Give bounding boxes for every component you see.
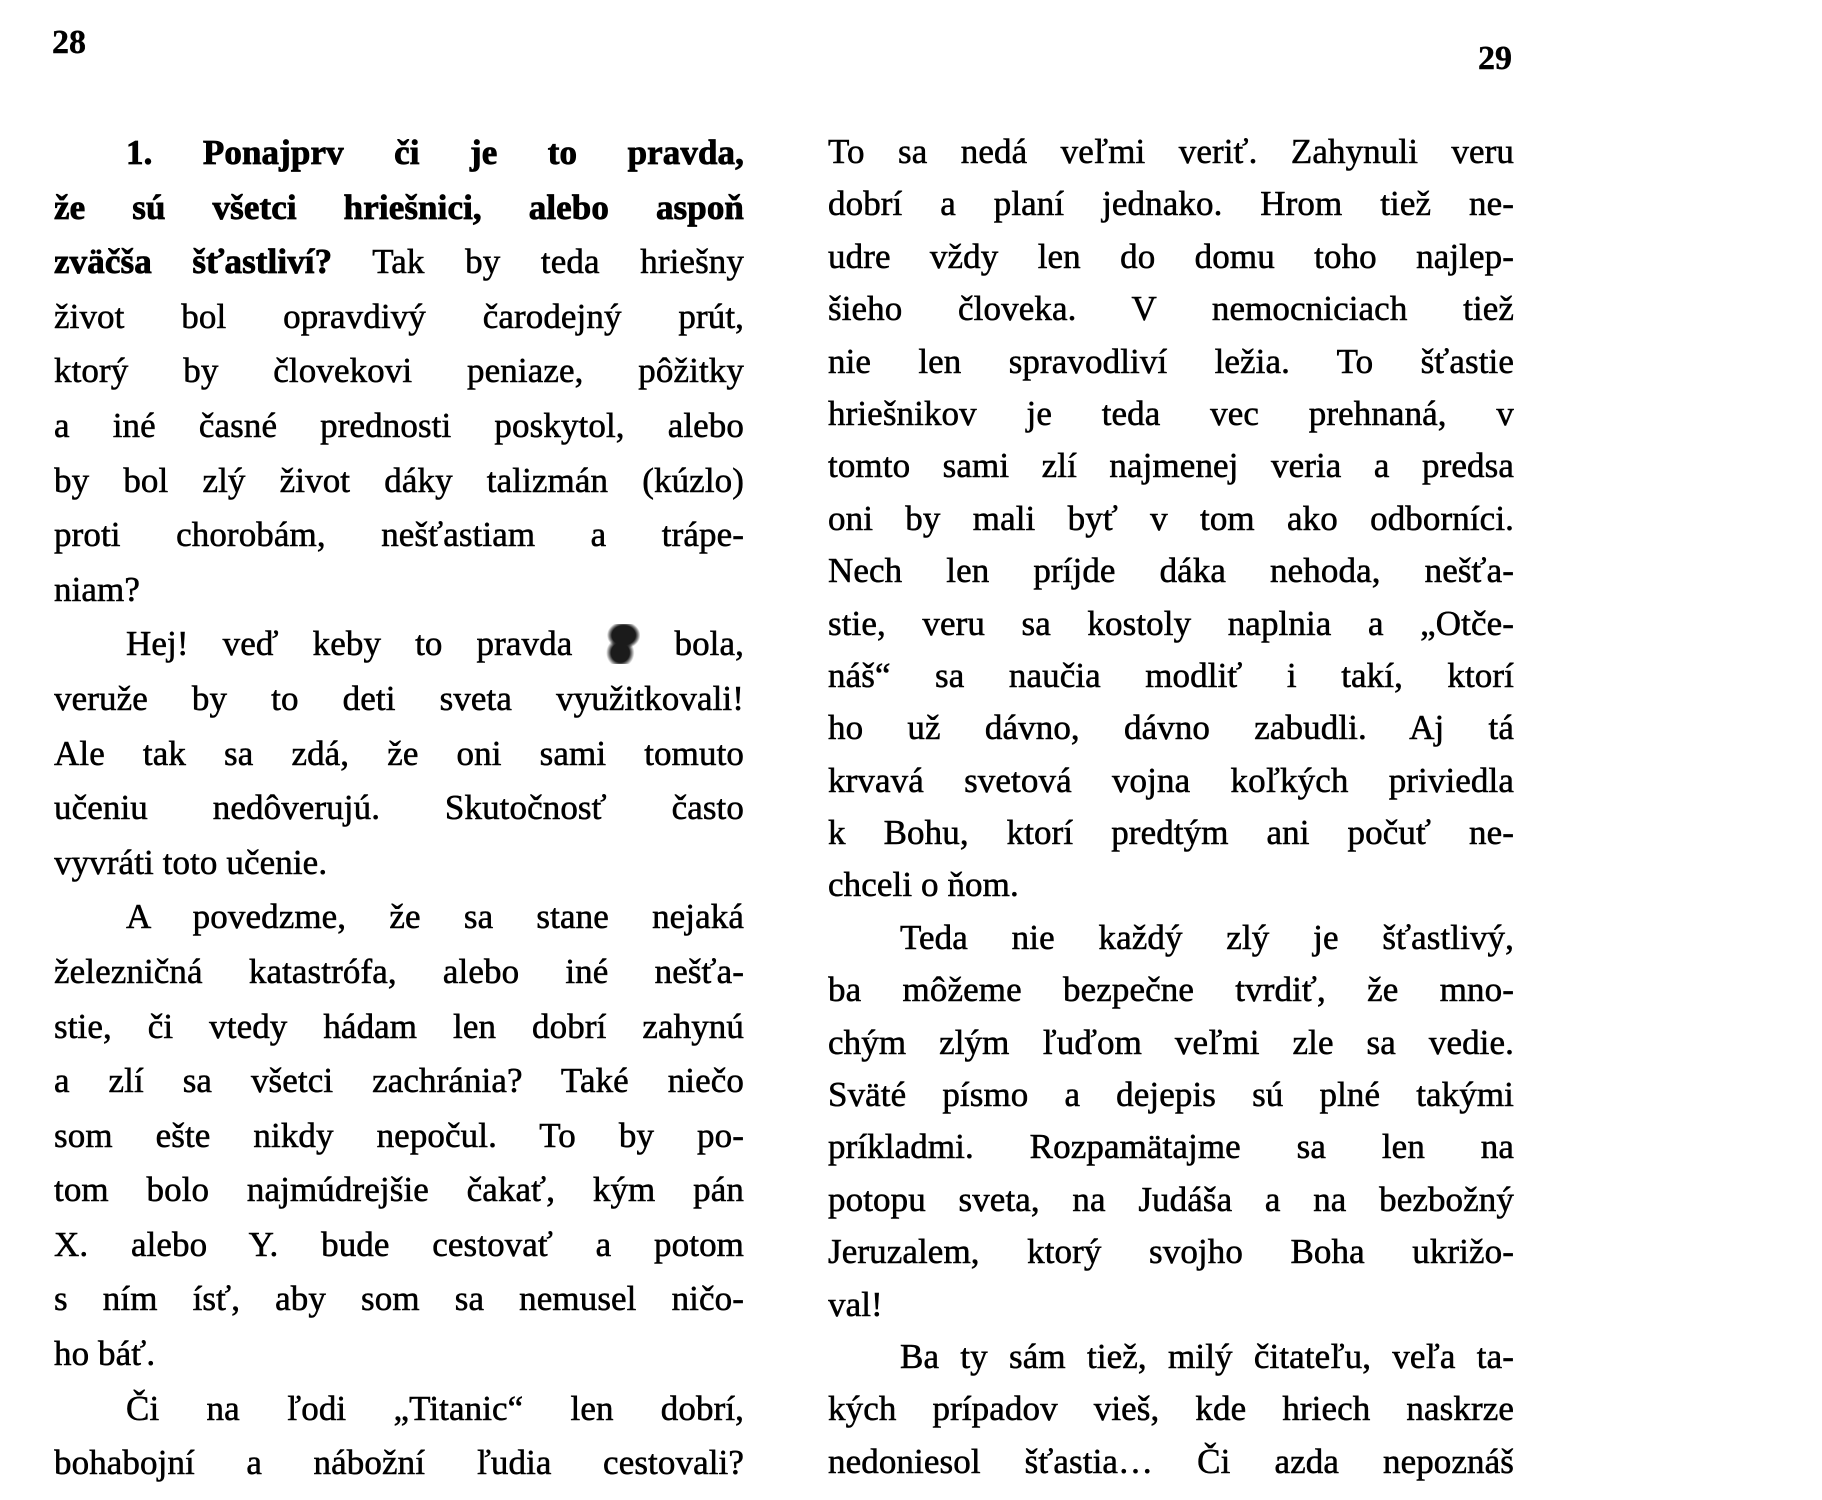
text-line bbox=[828, 1331, 1514, 1383]
text-segment: Nech len príjde dáka nehoda, nešťa- bbox=[828, 551, 1514, 591]
text-line bbox=[54, 399, 744, 454]
text-line bbox=[828, 1383, 1514, 1435]
ink-blot-artifact bbox=[606, 624, 640, 664]
text-line bbox=[828, 178, 1514, 230]
text-line bbox=[54, 344, 744, 399]
text-line bbox=[828, 964, 1514, 1016]
text-segment: bola, bbox=[674, 624, 744, 664]
text-segment: dobrí a planí jednako. Hrom tiež ne- bbox=[828, 184, 1514, 224]
text-segment: Tak by teda hriešny bbox=[332, 242, 744, 282]
text-segment: Sväté písmo a dejepis sú plné takými bbox=[828, 1075, 1514, 1115]
text-segment: kých prípadov vieš, kde hriech naskrze bbox=[828, 1389, 1514, 1429]
text-line bbox=[54, 126, 744, 181]
text-line bbox=[828, 755, 1514, 807]
text-line bbox=[54, 181, 744, 236]
text-segment: stie, veru sa kostoly naplnia a „Otče- bbox=[828, 603, 1514, 643]
text-segment: život bol opravdivý čarodejný prút, bbox=[54, 296, 744, 336]
text-line bbox=[828, 440, 1514, 492]
text-segment: X. alebo Y. bude cestovať a potom bbox=[54, 1224, 744, 1264]
bold-text-segment: že sú všetci hriešnici, alebo aspoň bbox=[54, 187, 744, 227]
text-segment: chceli o ňom. bbox=[828, 865, 1019, 905]
text-line bbox=[828, 598, 1514, 650]
text-line bbox=[54, 945, 744, 1000]
text-segment: som ešte nikdy nepočul. To by po- bbox=[54, 1115, 744, 1155]
text-segment: stie, či vtedy hádam len dobrí zahynú bbox=[54, 1006, 744, 1046]
text-line bbox=[828, 283, 1514, 335]
text-line bbox=[54, 1163, 744, 1218]
text-line bbox=[54, 836, 744, 891]
text-segment: učeniu nedôverujú. Skutočnosť často bbox=[54, 788, 744, 828]
text-segment: veruže by to deti sveta využitkovali! bbox=[54, 678, 744, 718]
text-line bbox=[54, 890, 744, 945]
bold-text-segment: zväčša šťastliví? bbox=[54, 242, 333, 282]
text-segment: ba môžeme bezpečne tvrdiť, že mno- bbox=[828, 970, 1514, 1010]
text-segment: chým zlým ľuďom veľmi zle sa vedie. bbox=[828, 1022, 1514, 1062]
text-line bbox=[54, 1109, 744, 1164]
text-line bbox=[54, 1436, 744, 1491]
text-line bbox=[828, 912, 1514, 964]
text-segment: bohabojní a nábožní ľudia cestovali? bbox=[54, 1443, 744, 1483]
text-line bbox=[828, 702, 1514, 754]
text-segment: Hej! veď keby to pravda bbox=[126, 624, 573, 664]
text-segment: vyvráti toto učenie. bbox=[54, 842, 328, 882]
bold-text-segment: 1. Ponajprv či je to pravda, bbox=[126, 133, 744, 172]
text-line bbox=[828, 545, 1514, 597]
text-line bbox=[828, 650, 1514, 702]
text-segment: Ale tak sa zdá, že oni sami tomuto bbox=[54, 733, 744, 773]
text-segment: železničná katastrófa, alebo iné nešťa- bbox=[54, 951, 744, 991]
text-line bbox=[54, 235, 744, 290]
text-line bbox=[54, 563, 744, 618]
text-segment: by bol zlý život dáky talizmán (kúzlo) bbox=[54, 460, 744, 500]
text-segment: udre vždy len do domu toho najlep- bbox=[828, 236, 1514, 276]
text-segment: s ním ísť, aby som sa nemusel ničo- bbox=[54, 1279, 744, 1319]
text-line bbox=[828, 336, 1514, 388]
text-segment: proti chorobám, nešťastiam a trápe- bbox=[54, 515, 744, 555]
text-segment: niam? bbox=[54, 569, 141, 609]
text-line bbox=[54, 1382, 744, 1437]
text-segment: nie len spravodliví ležia. To šťastie bbox=[828, 341, 1514, 381]
text-segment: a iné časné prednosti poskytol, alebo bbox=[54, 405, 744, 445]
text-segment: a zlí sa všetci zachránia? Také niečo bbox=[54, 1061, 744, 1101]
text-segment: hriešnikov je teda vec prehnaná, v bbox=[828, 393, 1514, 433]
text-line bbox=[54, 617, 744, 672]
text-line bbox=[828, 859, 1514, 911]
text-segment: val! bbox=[828, 1284, 883, 1324]
text-segment: tomto sami zlí najmenej veria a predsa bbox=[828, 446, 1514, 486]
text-segment: k Bohu, ktorí predtým ani počuť ne- bbox=[828, 813, 1514, 853]
text-line bbox=[54, 508, 744, 563]
text-segment: náš“ sa naučia modliť i takí, ktorí bbox=[828, 655, 1514, 695]
text-segment: Jeruzalem, ktorý svojho Boha ukrižo- bbox=[828, 1232, 1514, 1272]
text-line bbox=[828, 1121, 1514, 1173]
text-line bbox=[828, 1174, 1514, 1226]
text-line bbox=[54, 1000, 744, 1055]
text-segment: A povedzme, že sa stane nejaká bbox=[126, 897, 744, 937]
text-line bbox=[828, 1069, 1514, 1121]
text-line bbox=[54, 1218, 744, 1273]
text-line bbox=[54, 672, 744, 727]
text-line bbox=[828, 1279, 1514, 1331]
text-line bbox=[828, 1226, 1514, 1278]
text-segment: tom bolo najmúdrejšie čakať, kým pán bbox=[54, 1170, 744, 1210]
text-line bbox=[828, 388, 1514, 440]
text-line bbox=[54, 1054, 744, 1109]
text-segment: nedoniesol šťastia… Či azda nepoznáš bbox=[828, 1441, 1514, 1481]
text-line bbox=[828, 493, 1514, 545]
text-segment: Teda nie každý zlý je šťastlivý, bbox=[900, 917, 1514, 957]
text-segment: ho báť. bbox=[54, 1334, 156, 1374]
text-line bbox=[828, 807, 1514, 859]
text-line bbox=[828, 1436, 1514, 1488]
text-segment: šieho človeka. V nemocniciach tiež bbox=[828, 289, 1514, 329]
text-line bbox=[828, 1017, 1514, 1069]
text-segment: potopu sveta, na Judáša a na bezbožný bbox=[828, 1179, 1514, 1219]
text-line bbox=[54, 727, 744, 782]
text-segment: ktorý by človekovi peniaze, pôžitky bbox=[54, 351, 744, 391]
text-segment: Či na ľodi „Titanic“ len dobrí, bbox=[126, 1388, 744, 1428]
text-line bbox=[54, 1272, 744, 1327]
text-line bbox=[828, 126, 1514, 178]
text-segment: Ba ty sám tiež, milý čitateľu, veľa ta- bbox=[900, 1336, 1514, 1376]
text-line bbox=[54, 1327, 744, 1382]
text-line bbox=[54, 290, 744, 345]
text-line bbox=[54, 454, 744, 509]
text-segment: krvavá svetová vojna koľkých priviedla bbox=[828, 760, 1514, 800]
text-segment: To sa nedá veľmi veriť. Zahynuli veru bbox=[828, 132, 1514, 171]
text-line bbox=[54, 781, 744, 836]
text-line bbox=[828, 231, 1514, 283]
text-segment: ho už dávno, dávno zabudli. Aj tá bbox=[828, 708, 1514, 748]
page-number-left: 28 bbox=[52, 24, 86, 61]
text-segment: oni by mali byť v tom ako odborníci. bbox=[828, 498, 1514, 538]
page-number-right: 29 bbox=[1478, 40, 1512, 77]
left-page-text bbox=[54, 126, 744, 1491]
right-page-text bbox=[828, 126, 1514, 1488]
text-segment: príkladmi. Rozpamätajme sa len na bbox=[828, 1127, 1514, 1167]
